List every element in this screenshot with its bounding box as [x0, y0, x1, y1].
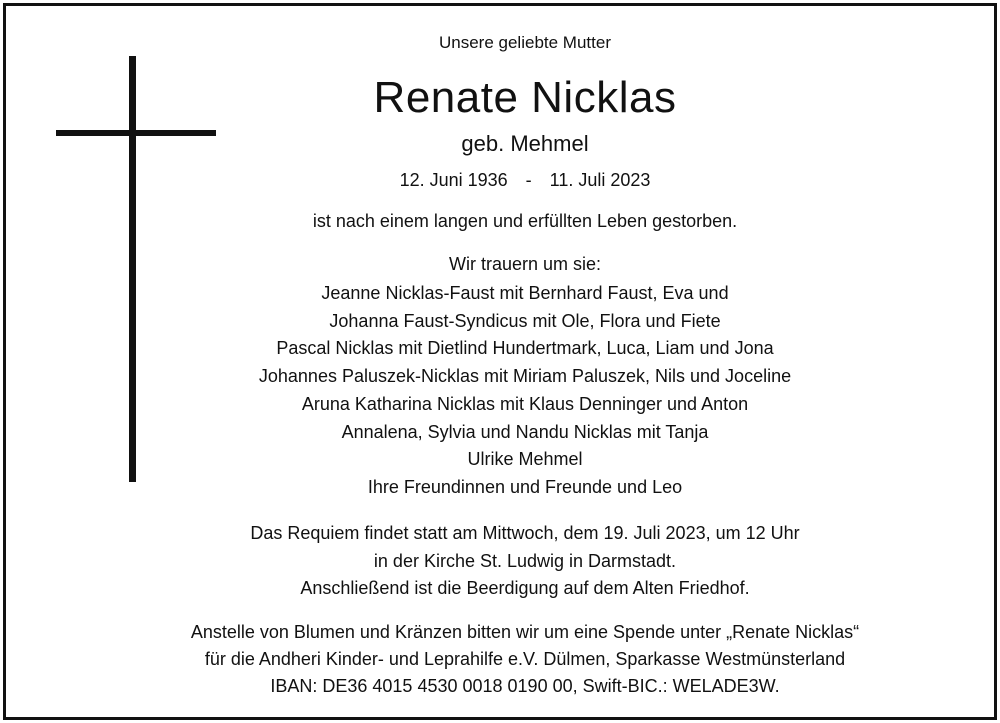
mourner-line: Pascal Nicklas mit Dietlind Hundertmark, Luca, Liam und Jona — [276, 338, 774, 358]
funeral-info-line: Anschließend ist die Beerdigung auf dem Alten Friedhof. — [300, 578, 750, 598]
death-date: 11. Juli 2023 — [549, 170, 651, 190]
mourner-line: Ihre Freundinnen und Freunde und Leo — [367, 477, 683, 497]
mourner-line: Aruna Katharina Nicklas mit Klaus Denninger und Anton — [301, 394, 749, 414]
birth-name: geb. Mehmel — [461, 131, 589, 156]
mourner-line: Jeanne Nicklas-Faust mit Bernhard Faust, Eva und — [321, 283, 729, 303]
funeral-info-line: Das Requiem findet statt am Mittwoch, dem 19. Juli 2023, um 12 Uhr — [250, 523, 800, 543]
birth-date: 12. Juni 1936 — [399, 170, 508, 190]
death-statement: ist nach einem langen und erfüllten Leben gestorben. — [312, 211, 738, 231]
mourners-heading: Wir trauern um sie: — [448, 254, 602, 274]
mourner-line: Johannes Paluszek-Nicklas mit Miriam Paluszek, Nils und Joceline — [258, 366, 792, 386]
donation-info-line: IBAN: DE36 4015 4530 0018 0190 00, Swift-BIC.: WELADE3W. — [270, 676, 780, 696]
life-dates — [120, 168, 930, 192]
donation-info-line: Anstelle von Blumen und Kränzen bitten wir um eine Spende unter „Renate Nicklas“ — [190, 622, 860, 642]
funeral-info-line: in der Kirche St. Ludwig in Darmstadt. — [373, 551, 677, 571]
deceased-name: Renate Nicklas — [373, 73, 677, 122]
mourner-line: Johanna Faust-Syndicus mit Ole, Flora und Fiete — [329, 311, 721, 331]
mourner-line: Annalena, Sylvia und Nandu Nicklas mit Tanja — [341, 422, 709, 442]
donation-info-line: für die Andheri Kinder- und Leprahilfe e.V. Dülmen, Sparkasse Westmünsterland — [204, 649, 846, 669]
date-separator: - — [525, 170, 532, 190]
mourner-line: Ulrike Mehmel — [467, 449, 583, 469]
intro-text: Unsere geliebte Mutter — [439, 33, 611, 52]
